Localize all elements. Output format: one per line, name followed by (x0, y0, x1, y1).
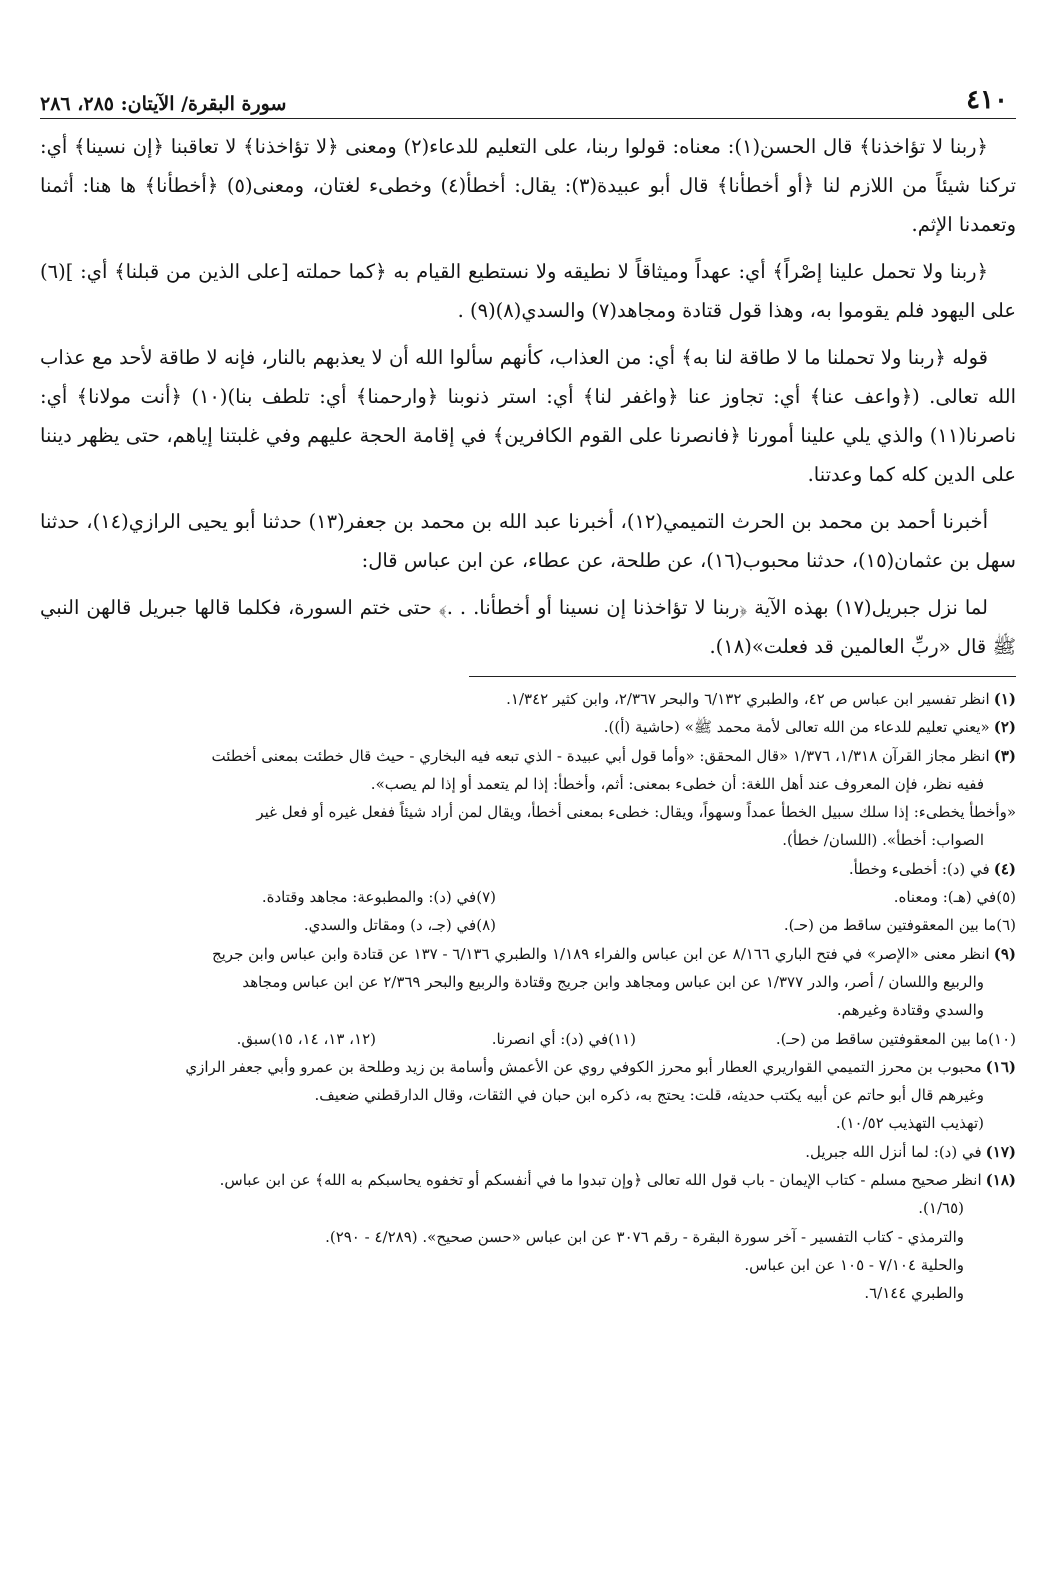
footnote-text: سبق. (236, 1029, 271, 1048)
footnote-text: في (د): أي انصرنا. (491, 1029, 609, 1048)
footnote (636, 1025, 1016, 1053)
footnote-number: (٣) (993, 746, 1016, 765)
footnote-text: ما بين المعقوفتين ساقط من (حـ). (783, 916, 997, 935)
footnote-number: (١٦) (985, 1057, 1016, 1076)
paragraph: ﴿ربنا ولا تحمل علينا إصْراً﴾ أي: عهداً وميثاقاً لا نطيقه ولا نستطيع القيام به ﴿كما حملته [على الذين من قبلنا﴾ أي: ](٦) على اليهود فلم يقوموا به، وهذا قول قتادة ومجاهد(٧) والسدي(٨)(٩) . (40, 260, 1016, 322)
footnotes (40, 685, 1016, 1308)
footnote-text: في (جـ، د) ومقاتل والسدي. (303, 916, 477, 935)
footnote-number: (٥) (996, 888, 1016, 907)
footnote-number: (٧) (476, 888, 496, 907)
footnote-number: (١٨) (985, 1171, 1016, 1190)
footnote-text: في (هـ): ومعناه. (893, 888, 997, 907)
footnote-number: (٢) (993, 718, 1016, 737)
paragraph: أخبرنا أحمد بن محمد بن الحرث التميمي(١٢)، أخبرنا عبد الله بن محمد بن جعفر(١٣) حدثنا أبو يحيى الرازي(١٤)، حدثنا سهل بن عثمان(١٥)، حدثنا محبوب(١٦)، عن طلحة، عن عطاء، عن ابن عباس قال: (40, 510, 1016, 572)
footnote (376, 1025, 636, 1053)
footnote (40, 1053, 1016, 1081)
footnote-text: «يعني تعليم للدعاء من الله تعالى لأمة محمد ﷺ» (حاشية (أ)). (603, 718, 990, 737)
footnote-continuation: ففيه نظر، فإن المعروف عند أهل اللغة: أن خطىء بمعنى: أثم، وأخطأ: إذا لم يتعمد أو إذا لم يصب». (370, 774, 984, 793)
footnote-number: (٨) (476, 916, 496, 935)
footnote (40, 685, 1016, 713)
footnote-number: (١٢، ١٣، ١٤، ١٥) (270, 1029, 376, 1048)
paragraph: ﴿ربنا لا تؤاخذنا﴾ قال الحسن(١): معناه: قولوا ربنا، على التعليم للدعاء(٢) ومعنى ﴿لا تؤاخذنا﴾ لا تعاقبنا ﴿إن نسينا﴾ أي: تركنا شيئاً من اللازم لنا ﴿أو أخطأنا﴾ قال أبو عبيدة(٣): يقال: أخطأ(٤) وخطىء لغتان، ومعنى(٥) ﴿أخطأنا﴾ ها هنا: أثمنا وتعمدنا الإثم. (40, 135, 1017, 236)
footnote-number: (٦) (996, 916, 1016, 935)
footnote-text: في (د): لما أنزل الله جبريل. (805, 1142, 982, 1161)
footnote-number: (١٧) (985, 1142, 1016, 1161)
footnote-text: ما بين المعقوفتين ساقط من (حـ). (775, 1029, 989, 1048)
paragraph: قوله ﴿ربنا ولا تحملنا ما لا طاقة لنا به﴾ أي: من العذاب، كأنهم سألوا الله أن لا يعذبهم بالنار، فإنه لا طاقة لأحد مع عذاب الله تعالى. (﴿واعف عنا﴾ أي: تجاوز عنا ﴿واغفر لنا﴾ أي: استر ذنوبنا ﴿وارحمنا﴾ أي: تلطف بنا)(١٠) ﴿أنت مولانا﴾ أي: ناصرنا(١١) والذي يلي علينا أمورنا ﴿فانصرنا على القوم الكافرين﴾ في إقامة الحجة عليهم وفي غلبتنا إياهم، حتى يظهر ديننا على الدين كله كما وعدتنا. (40, 346, 1016, 486)
footnote-number: (١١) (608, 1029, 636, 1048)
footnote-source: والترمذي - كتاب التفسير - آخر سورة البقرة - رقم ٣٠٧٦ عن ابن عباس «حسن صحيح». (٤/٢٨٩ - ٢٩٠). (325, 1227, 964, 1246)
footnote-continuation: والربيع واللسان / أصر، والدر ١/٣٧٧ عن ابن عباس ومجاهد وابن جريج وقتادة والربيع والبحر ٢/٣٦٩ عن ابن عباس ومجاهد (242, 972, 984, 991)
footnote (40, 742, 1016, 770)
running-title: سورة البقرة/ الآيتان: ٢٨٥، ٢٨٦ (40, 93, 287, 115)
footnote-number: (٩) (993, 944, 1016, 963)
footnote (226, 883, 496, 911)
footnote-row (40, 883, 1016, 911)
footnote (496, 911, 1016, 939)
footnote (40, 713, 1016, 741)
footnote-text: محبوب بن محرز التميمي القواريري العطار أبو محرز الكوفي روي عن الأعمش وأسامة بن زيد وطلحة بن عمرو وأبي جعفر الرازي (185, 1057, 982, 1076)
footnote-text: في (د): أخطىء وخطأ. (848, 859, 990, 878)
document-page (40, 78, 1016, 1308)
footnote-text: انظر معنى «الإصر» في فتح الباري ٨/١٦٦ عن ابن عباس والفراء ١/١٨٩ والطبري ٦/١٣٦ - ١٣٧ عن قتادة وابن عباس وابن جريج (211, 944, 990, 963)
footnote-quote: «وأخطأ يخطىء: إذا سلك سبيل الخطأ عمداً وسهواً، ويقال: خطىء بمعنى أخطأ، ويقال لمن أراد شيئاً ففعل غيره أو فعل غير (256, 803, 1016, 822)
footnote-text: انظر مجاز القرآن ١/٣١٨، ١/٣٧٦ «قال المحقق: «وأما قول أبي عبيدة - الذي تبعه فيه البخاري - حيث قال خطئت بمعنى أخطئت (211, 746, 990, 765)
footnote (40, 855, 1016, 883)
footnote (156, 1025, 376, 1053)
footnote-text: في (د): والمطبوعة: مجاهد وقتادة. (261, 888, 477, 907)
footnote (40, 1166, 1016, 1194)
footnote (40, 940, 1016, 968)
page-header (40, 78, 1016, 119)
main-text (40, 127, 1016, 666)
footnote-divider (469, 676, 1016, 677)
footnote-continuation: والسدي وقتادة وغيرهم. (836, 1001, 984, 1020)
footnote (226, 911, 496, 939)
footnote-number: (١٠) (988, 1029, 1016, 1048)
footnote-row (40, 911, 1016, 939)
footnote (40, 1138, 1016, 1166)
footnote-source: والحلية ٧/١٠٤ - ١٠٥ عن ابن عباس. (744, 1255, 964, 1274)
footnote (496, 883, 1016, 911)
footnote-continuation: (١/٦٥). (918, 1199, 964, 1218)
footnote-number: (١) (993, 690, 1016, 708)
footnote-number: (٤) (993, 859, 1016, 878)
page-number: ٤١٠ (966, 85, 1008, 115)
footnote-continuation: الصواب: أخطأ». (اللسان/ خطأ). (782, 831, 984, 850)
footnote-text: انظر تفسير ابن عباس ص ٤٢، والطبري ٦/١٣٢ والبحر ٢/٣٦٧، وابن كثير ١/٣٤٢. (506, 690, 990, 708)
footnote-text: انظر صحيح مسلم - كتاب الإيمان - باب قول الله تعالى ﴿وإن تبدوا ما في أنفسكم أو تخفوه يحاسبكم به الله﴾ عن ابن عباس. (219, 1171, 982, 1190)
footnote-row (40, 1025, 1016, 1053)
paragraph: لما نزل جبريل(١٧) بهذه الآية ﴿ربنا لا تؤاخذنا إن نسينا أو أخطأنا. . .﴾ حتى ختم السورة، فكلما قالها جبريل قالهن النبي ﷺ قال «ربِّ العالمين قد فعلت»(١٨). (40, 596, 1016, 658)
footnote-continuation: (تهذيب التهذيب ١٠/٥٢). (835, 1114, 984, 1133)
footnote-continuation: وغيرهم قال أبو حاتم عن أبيه يكتب حديثه، قلت: يحتج به، ذكره ابن حبان في الثقات، وقال الدارقطني ضعيف. (314, 1086, 984, 1105)
footnote-source: والطبري ٦/١٤٤. (864, 1284, 964, 1303)
